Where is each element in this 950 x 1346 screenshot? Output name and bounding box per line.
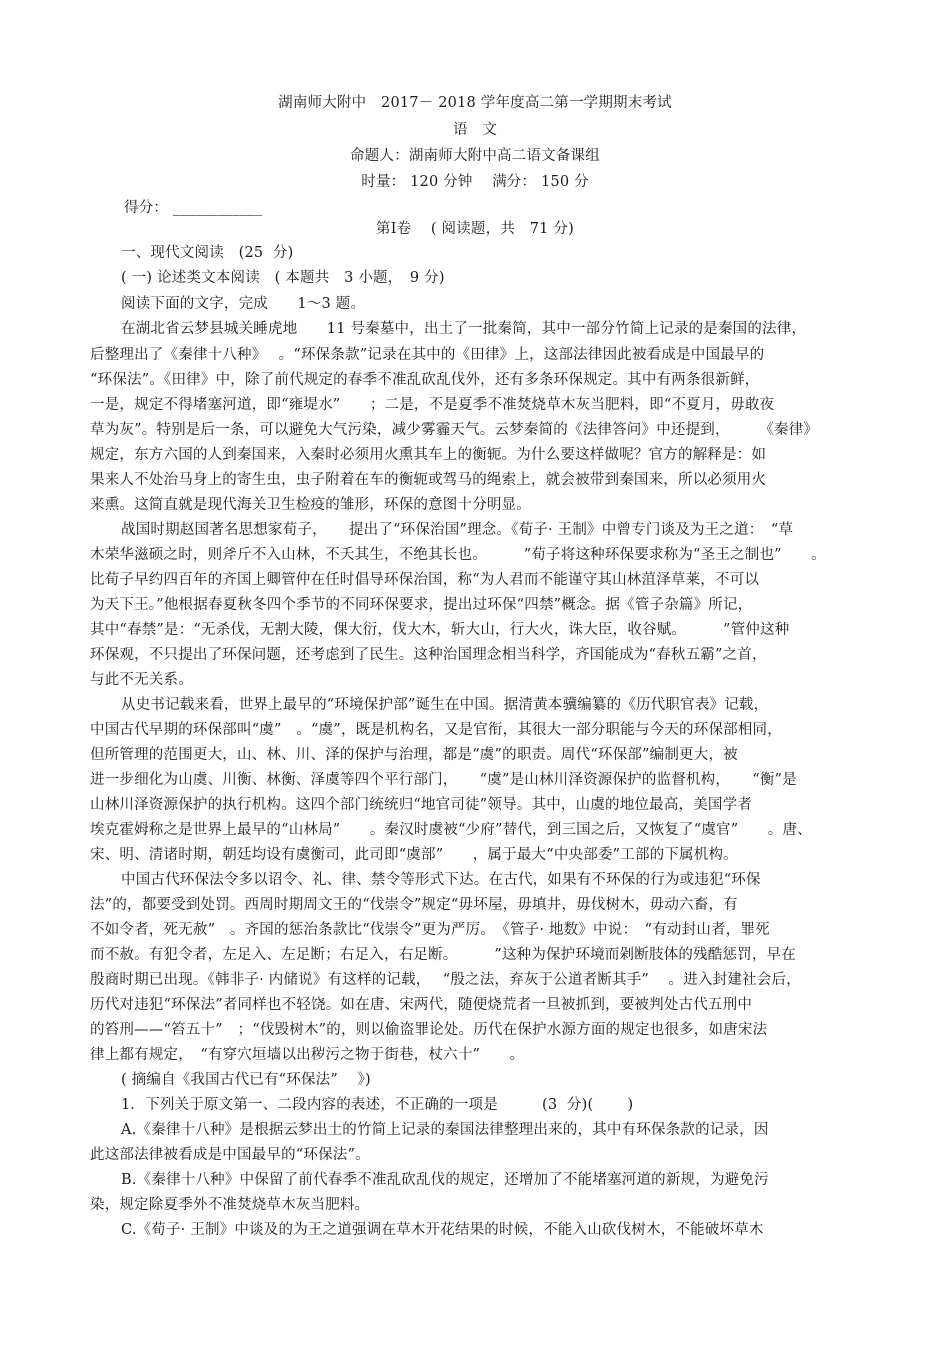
paragraph-1-line: 草为灰”。特别是后一条，可以避免大气污染，减少雾霾天气。云梦秦简的《法律答问》中还提到， 《秦律》 <box>90 422 819 438</box>
paragraph-2-line: 木荣华滋硕之时，则斧斤不入山林，不夭其生，不绝其长也。 ”荀子将这种环保要求称为“圣王之制也” 。 <box>90 547 826 563</box>
paragraph-2-line: 战国时期赵国著名思想家荀子， 提出了“环保治国”理念。《荀子· 王制》中曾专门谈及为王之道： “草 <box>121 522 794 538</box>
paragraph-3-line: 但所管理的范围更大，山、林、川、泽的保护与治理，都是“虞”的职责。周代“环保部”编制更大，被 <box>90 747 738 763</box>
paragraph-2-line: 与此不无关系。 <box>90 672 193 688</box>
source-note: ( 摘编自《我国古代已有“环保法” 》) <box>121 1072 371 1088</box>
exam-title: 湖南师大附中 2017－ 2018 学年度高二第一学期期末考试 <box>278 95 672 111</box>
paragraph-1-line: 果来人不处治马身上的寄生虫，虫子附着在车的衡轭或驾马的绳索上，就会被带到秦国来，所以必须用火 <box>90 472 767 488</box>
paragraph-4-line: 殷商时期已出现。《韩非子· 内储说》有这样的记载， “殷之法，弃灰于公道者断其手” 。进入封建社会后， <box>90 972 801 988</box>
paragraph-3-line: 从史书记载来看，世界上最早的“环境保护部”诞生在中国。据清黄本骥编纂的《历代职官表》记载， <box>121 697 769 713</box>
paragraph-1-line: “环保法”。《田律》中，除了前代规定的春季不准乱砍乱伐外，还有多条环保规定。其中有两条很新鲜， <box>90 372 760 388</box>
paragraph-4-line: 不如令者，死无赦” 。齐国的惩治条款比“伐崇令”更为严厉。 《管子· 地数》中说： “有动封山者，罪死 <box>90 922 770 938</box>
option-a-line: 此这部法律被看成是中国最早的“环保法”。 <box>90 1147 370 1163</box>
paragraph-2-line: 比荀子早约四百年的齐国上卿管仲在任时倡导环保治国，称“为人君而不能谨守其山林菹泽草莱，不可以 <box>90 572 760 588</box>
paragraph-3-line: 埃克霍姆称之是世界上最早的“山林局” 。秦汉时虞被“少府”替代，到三国之后，又恢复了“虞官” 。唐、 <box>90 822 812 838</box>
paragraph-2-line: 环保观，不只提出了环保问题，还考虑到了民生。这种治国理念相当科学，齐国能成为“春秋五霸”之首， <box>90 647 767 663</box>
option-c-line: C.《荀子· 王制》中谈及的为王之道强调在草木开花结果的时候，不能入山砍伐树木，不能破坏草木 <box>121 1222 764 1238</box>
subject-title: 语 文 <box>452 122 498 138</box>
paragraph-1-line: 后整理出了《秦律十八种》 。“环保条款”记录在其中的《田律》上，这部法律因此被看成是中国最早的 <box>90 347 765 363</box>
setter-line: 命题人：湖南师大附中高二语文备课组 <box>350 148 600 164</box>
paragraph-3-line: 进一步细化为山虞、川衡、林衡、泽虞等四个平行部门， “虞”是山林川泽资源保护的监督机构， “衡”是 <box>90 772 797 788</box>
paragraph-1-line: 规定，东方六国的人到秦国来，入秦时必须用火熏其车上的衡轭。为什么要这样做呢？官方的解释是：如 <box>90 447 767 463</box>
paragraph-4-line: 而不赦。有犯令者，左足入、左足断；右足入，右足断。 ”这种为保护环境而剁断肢体的残酷惩罚，早在 <box>90 947 796 963</box>
part1-subheading: ( 一) 论述类文本阅读 ( 本题共 3 小题， 9 分) <box>121 270 445 286</box>
paragraph-4-line: 历代对违犯“环保法”者同样也不轻饶。如在唐、宋两代，随便烧荒者一旦被抓到，要被判处古代五刑中 <box>90 997 753 1013</box>
paragraph-1-line: 在湖北省云梦县城关睡虎地 11 号秦墓中，出土了一批秦简，其中一部分竹简上记录的是秦国的法律， <box>121 321 807 337</box>
paragraph-3-line: 宋、明、清诸时期，朝廷均设有虞衡司，此司即“虞部” ，属于最大“中央部委”工部的下属机构。 <box>90 847 738 863</box>
paragraph-4-line: 的笞刑——“笞五十” ；“伐毁树木”的，则以偷盗罪论处。历代在保护水源方面的规定也很多，如唐宋法 <box>90 1022 768 1038</box>
reading-instruction: 阅读下面的文字，完成 1～3 题。 <box>121 296 366 312</box>
paragraph-1-line: 来熏。这简直就是现代海关卫生检疫的雏形，环保的意图十分明显。 <box>90 497 531 513</box>
option-a-line: A.《秦律十八种》是根据云梦出土的竹简上记录的秦国法律整理出来的，其中有环保条款的记录，因 <box>121 1122 769 1138</box>
question-1-stem: 1．下列关于原文第一、二段内容的表述，不正确的一项是 (3 分)( ) <box>121 1097 634 1113</box>
paragraph-3-line: 山林川泽资源保护的执行机构。这四个部门统统归“地官司徒”领导。其中，山虞的地位最高，美国学者 <box>90 797 753 813</box>
score-field: 得分： ____________ <box>124 200 263 216</box>
paragraph-4-line: 律上都有规定， “有穿穴垣墙以出秽污之物于街巷，杖六十” 。 <box>90 1047 525 1063</box>
paragraph-1-line: 一是，规定不得堵塞河道，即“雍堤水” ；二是，不是夏季不准焚烧草木灰当肥料，即“不夏月，毋敢夜 <box>90 397 775 413</box>
time-score-line: 时量： 120 分钟 满分： 150 分 <box>361 174 589 190</box>
paragraph-3-line: 中国古代早期的环保部叫“虞” 。“虞”，既是机构名，又是官衔，其很大一部分职能与今天的环保部相同， <box>90 722 782 738</box>
paragraph-2-line: 其中“春禁”是：“无杀伐，无割大陵，倮大衍，伐大木，斩大山，行大火，诛大臣，收谷赋。 ”管仲这种 <box>90 622 790 638</box>
option-b-line: 染，规定除夏季外不准焚烧草木灰当肥料。 <box>90 1197 370 1213</box>
part1-heading: 一、现代文阅读 (25 分) <box>121 245 294 261</box>
volume-title: 第Ⅰ卷 ( 阅读题，共 71 分) <box>376 221 574 237</box>
option-b-line: B.《秦律十八种》中保留了前代春季不准乱砍乱伐的规定，还增加了不能堵塞河道的新规，为避免污 <box>121 1172 769 1188</box>
paragraph-4-line: 中国古代环保法令多以诏令、礼、律、禁令等形式下达。在古代，如果有不环保的行为或违犯“环保 <box>121 872 761 888</box>
paragraph-2-line: 为天下王。”他根据春夏秋冬四个季节的不同环保要求，提出过环保“四禁”概念。据《管子杂篇》所记， <box>90 597 753 613</box>
paragraph-4-line: 法”的，都要受到处罚。西周时期周文王的“伐崇令”规定“毋坏屋，毋填井，毋伐树木，毋动六畜，有 <box>90 897 738 913</box>
